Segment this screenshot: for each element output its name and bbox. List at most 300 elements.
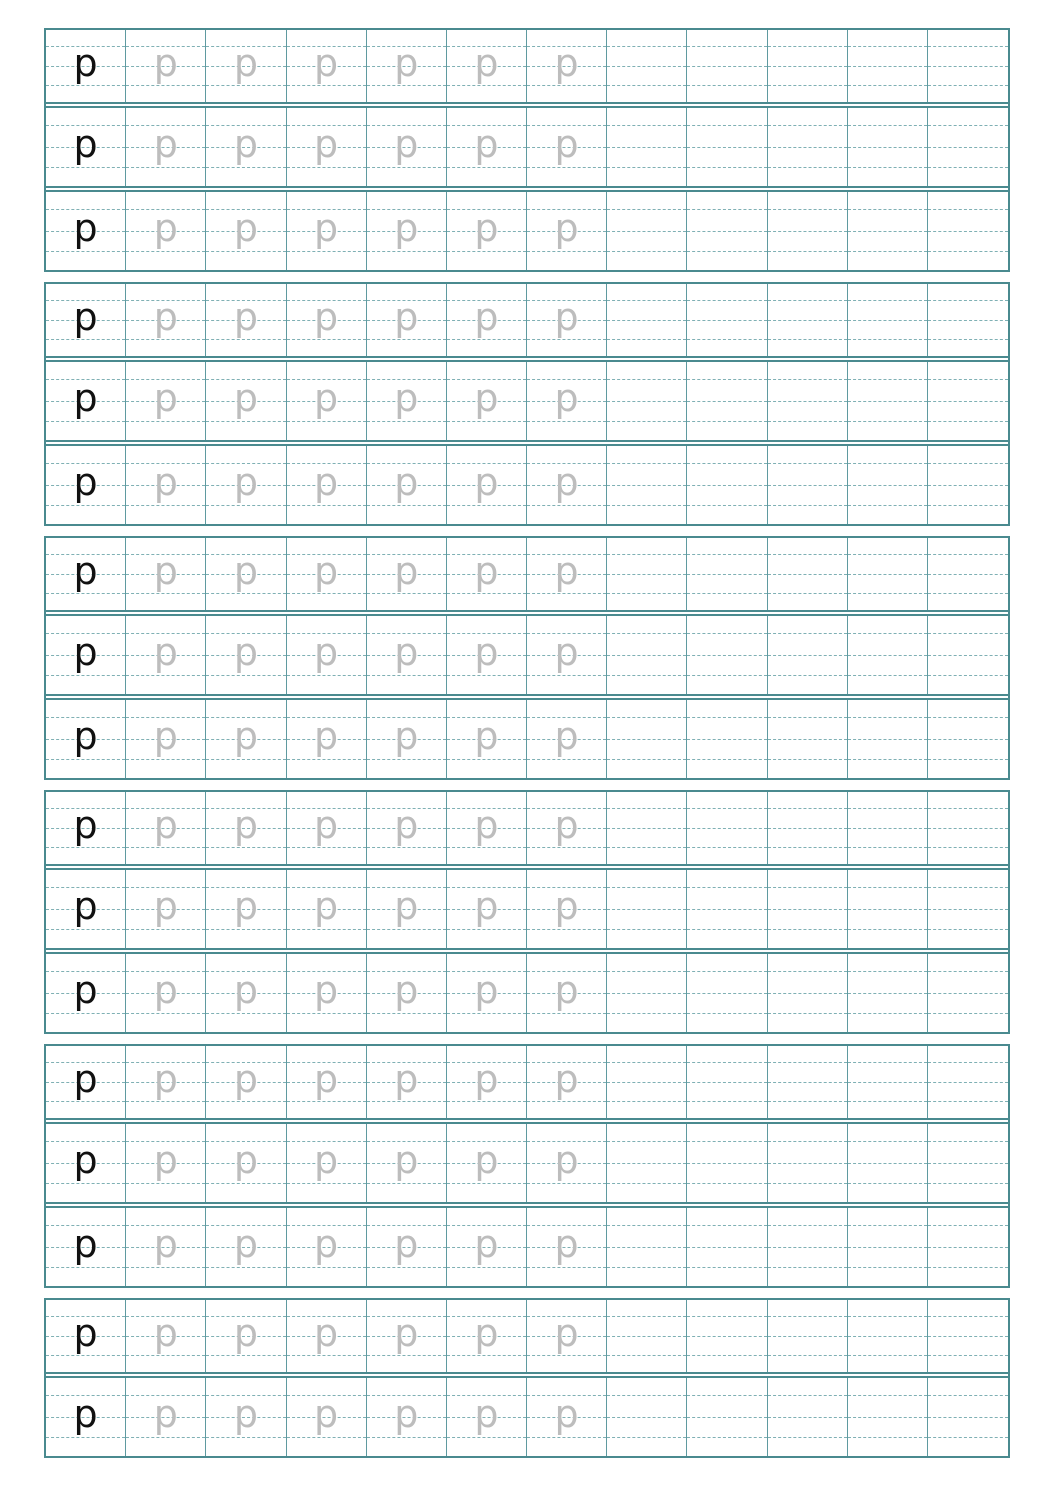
blank-cell[interactable]	[768, 1046, 848, 1118]
guide-line	[447, 1013, 526, 1014]
blank-cell[interactable]	[928, 954, 1008, 1032]
guide-line	[687, 66, 766, 67]
guide-line	[687, 574, 766, 575]
trace-cell	[206, 954, 286, 1032]
trace-cell	[367, 616, 447, 694]
trace-cell	[206, 538, 286, 610]
trace-letter: p	[474, 1392, 499, 1436]
blank-cell[interactable]	[768, 284, 848, 356]
guide-line	[607, 655, 686, 656]
handwriting-worksheet	[44, 28, 1010, 1468]
blank-cell[interactable]	[848, 1124, 928, 1202]
guide-line	[126, 1183, 205, 1184]
blank-cell[interactable]	[687, 284, 767, 356]
guide-line	[928, 1316, 1008, 1317]
blank-cell[interactable]	[768, 30, 848, 102]
blank-cell[interactable]	[607, 192, 687, 270]
trace-letter: p	[233, 1222, 258, 1266]
guide-line	[848, 909, 927, 910]
guide-line	[687, 167, 766, 168]
guide-line	[928, 300, 1008, 301]
trace-letter: p	[554, 549, 579, 593]
guide-line	[126, 1437, 205, 1438]
blank-cell[interactable]	[848, 1378, 928, 1456]
guide-line	[607, 147, 686, 148]
guide-line	[607, 554, 686, 555]
guide-line	[607, 1437, 686, 1438]
guide-line	[687, 675, 766, 676]
guide-line	[928, 1395, 1008, 1396]
trace-letter: p	[314, 206, 339, 250]
guide-line	[848, 147, 927, 148]
practice-row	[46, 538, 1008, 610]
guide-line	[287, 929, 366, 930]
guide-line	[46, 251, 125, 252]
blank-cell[interactable]	[848, 1208, 928, 1286]
blank-cell[interactable]	[848, 192, 928, 270]
guide-line	[607, 1267, 686, 1268]
trace-cell	[126, 870, 206, 948]
guide-line	[607, 717, 686, 718]
blank-cell[interactable]	[928, 700, 1008, 778]
blank-cell[interactable]	[607, 30, 687, 102]
trace-letter: p	[394, 1311, 419, 1355]
trace-letter: p	[554, 41, 579, 85]
model-letter: p	[73, 1392, 98, 1436]
guide-line	[607, 1336, 686, 1337]
blank-cell[interactable]	[848, 362, 928, 440]
blank-cell[interactable]	[848, 538, 928, 610]
model-letter: p	[73, 1057, 98, 1101]
guide-line	[447, 929, 526, 930]
trace-cell	[527, 954, 607, 1032]
blank-cell[interactable]	[928, 284, 1008, 356]
trace-cell	[287, 1208, 367, 1286]
blank-cell[interactable]	[607, 700, 687, 778]
blank-cell[interactable]	[687, 538, 767, 610]
blank-cell[interactable]	[687, 1378, 767, 1456]
blank-cell[interactable]	[607, 870, 687, 948]
guide-line	[687, 971, 766, 972]
guide-line	[607, 808, 686, 809]
trace-letter: p	[554, 884, 579, 928]
blank-cell[interactable]	[928, 108, 1008, 186]
guide-line	[768, 717, 847, 718]
guide-line	[46, 929, 125, 930]
blank-cell[interactable]	[687, 700, 767, 778]
trace-cell	[527, 108, 607, 186]
guide-line	[848, 167, 927, 168]
guide-line	[848, 463, 927, 464]
trace-letter: p	[233, 549, 258, 593]
blank-cell[interactable]	[607, 616, 687, 694]
trace-cell	[447, 700, 527, 778]
trace-letter: p	[554, 1057, 579, 1101]
guide-line	[768, 339, 847, 340]
trace-cell	[367, 1124, 447, 1202]
blank-cell[interactable]	[928, 446, 1008, 524]
blank-cell[interactable]	[928, 1124, 1008, 1202]
trace-letter: p	[554, 460, 579, 504]
guide-line	[206, 505, 285, 506]
guide-line	[607, 1141, 686, 1142]
trace-cell	[527, 284, 607, 356]
trace-cell	[206, 446, 286, 524]
model-cell	[46, 538, 126, 610]
trace-letter: p	[314, 714, 339, 758]
blank-cell[interactable]	[768, 538, 848, 610]
blank-cell[interactable]	[687, 1300, 767, 1372]
blank-cell[interactable]	[768, 362, 848, 440]
guide-line	[768, 231, 847, 232]
blank-cell[interactable]	[848, 1046, 928, 1118]
blank-cell[interactable]	[607, 1208, 687, 1286]
blank-cell[interactable]	[848, 700, 928, 778]
blank-cell[interactable]	[687, 446, 767, 524]
blank-cell[interactable]	[607, 792, 687, 864]
blank-cell[interactable]	[928, 1046, 1008, 1118]
trace-cell	[206, 616, 286, 694]
trace-letter: p	[394, 1057, 419, 1101]
trace-cell	[287, 1378, 367, 1456]
guide-line	[687, 1395, 766, 1396]
guide-line	[607, 251, 686, 252]
guide-line	[607, 1163, 686, 1164]
guide-line	[607, 675, 686, 676]
trace-letter: p	[394, 376, 419, 420]
blank-cell[interactable]	[607, 362, 687, 440]
trace-cell	[367, 870, 447, 948]
guide-line	[687, 463, 766, 464]
blank-cell[interactable]	[928, 1378, 1008, 1456]
blank-cell[interactable]	[607, 1300, 687, 1372]
trace-cell	[527, 362, 607, 440]
guide-line	[687, 1062, 766, 1063]
blank-cell[interactable]	[768, 446, 848, 524]
guide-line	[687, 655, 766, 656]
guide-line	[607, 167, 686, 168]
model-cell	[46, 1046, 126, 1118]
blank-cell[interactable]	[768, 616, 848, 694]
guide-line	[607, 828, 686, 829]
blank-cell[interactable]	[768, 1300, 848, 1372]
blank-cell[interactable]	[687, 30, 767, 102]
trace-cell	[367, 1300, 447, 1372]
blank-cell[interactable]	[607, 284, 687, 356]
guide-line	[287, 251, 366, 252]
blank-cell[interactable]	[848, 446, 928, 524]
guide-line	[928, 1247, 1008, 1248]
trace-letter: p	[314, 1138, 339, 1182]
trace-cell	[126, 108, 206, 186]
blank-cell[interactable]	[607, 446, 687, 524]
guide-line	[928, 339, 1008, 340]
guide-line	[768, 1355, 847, 1356]
blank-cell[interactable]	[848, 108, 928, 186]
trace-letter: p	[474, 549, 499, 593]
guide-line	[848, 1101, 927, 1102]
blank-cell[interactable]	[687, 616, 767, 694]
guide-line	[527, 1183, 606, 1184]
trace-letter: p	[153, 803, 178, 847]
guide-line	[768, 167, 847, 168]
guide-line	[768, 929, 847, 930]
guide-line	[928, 167, 1008, 168]
trace-cell	[447, 1378, 527, 1456]
guide-line	[768, 1247, 847, 1248]
blank-cell[interactable]	[928, 362, 1008, 440]
guide-line	[607, 1316, 686, 1317]
trace-cell	[367, 538, 447, 610]
guide-line	[848, 717, 927, 718]
trace-letter: p	[474, 803, 499, 847]
guide-line	[848, 1247, 927, 1248]
guide-line	[367, 1013, 446, 1014]
blank-cell[interactable]	[607, 1046, 687, 1118]
guide-line	[768, 808, 847, 809]
guide-line	[687, 1437, 766, 1438]
blank-cell[interactable]	[607, 1124, 687, 1202]
guide-line	[287, 505, 366, 506]
guide-line	[848, 554, 927, 555]
trace-cell	[287, 30, 367, 102]
trace-letter: p	[153, 549, 178, 593]
guide-line	[687, 808, 766, 809]
guide-line	[206, 1267, 285, 1268]
guide-line	[768, 1417, 847, 1418]
guide-line	[687, 847, 766, 848]
trace-cell	[527, 700, 607, 778]
blank-cell[interactable]	[607, 1378, 687, 1456]
trace-cell	[287, 192, 367, 270]
guide-line	[607, 593, 686, 594]
blank-cell[interactable]	[687, 192, 767, 270]
blank-cell[interactable]	[928, 616, 1008, 694]
guide-line	[607, 1101, 686, 1102]
guide-line	[848, 633, 927, 634]
trace-letter: p	[314, 1311, 339, 1355]
trace-cell	[447, 954, 527, 1032]
blank-cell[interactable]	[768, 1124, 848, 1202]
trace-letter: p	[314, 295, 339, 339]
guide-line	[687, 993, 766, 994]
trace-cell	[206, 362, 286, 440]
blank-cell[interactable]	[687, 1046, 767, 1118]
trace-cell	[206, 1300, 286, 1372]
guide-line	[928, 1183, 1008, 1184]
trace-cell	[126, 700, 206, 778]
guide-line	[687, 85, 766, 86]
guide-line	[46, 1013, 125, 1014]
blank-cell[interactable]	[687, 1208, 767, 1286]
blank-cell[interactable]	[848, 1300, 928, 1372]
blank-cell[interactable]	[768, 192, 848, 270]
trace-letter: p	[474, 295, 499, 339]
trace-letter: p	[554, 122, 579, 166]
guide-line	[768, 1183, 847, 1184]
guide-line	[607, 463, 686, 464]
guide-line	[607, 320, 686, 321]
model-cell	[46, 1378, 126, 1456]
blank-cell[interactable]	[607, 538, 687, 610]
model-letter: p	[73, 1311, 98, 1355]
trace-cell	[447, 30, 527, 102]
trace-cell	[126, 1124, 206, 1202]
trace-letter: p	[153, 460, 178, 504]
blank-cell[interactable]	[928, 792, 1008, 864]
model-letter: p	[73, 630, 98, 674]
guide-line	[768, 463, 847, 464]
guide-line	[607, 125, 686, 126]
trace-cell	[287, 870, 367, 948]
guide-line	[928, 1082, 1008, 1083]
blank-cell[interactable]	[607, 954, 687, 1032]
guide-line	[447, 251, 526, 252]
guide-line	[768, 828, 847, 829]
blank-cell[interactable]	[928, 870, 1008, 948]
guide-line	[848, 808, 927, 809]
blank-cell[interactable]	[848, 30, 928, 102]
blank-cell[interactable]	[687, 1124, 767, 1202]
guide-line	[928, 1225, 1008, 1226]
trace-letter: p	[314, 630, 339, 674]
guide-line	[607, 231, 686, 232]
trace-letter: p	[233, 1311, 258, 1355]
guide-line	[848, 593, 927, 594]
guide-line	[848, 739, 927, 740]
guide-line	[768, 1336, 847, 1337]
guide-line	[768, 847, 847, 848]
guide-line	[848, 847, 927, 848]
guide-line	[768, 1163, 847, 1164]
guide-line	[607, 1225, 686, 1226]
trace-letter: p	[394, 1222, 419, 1266]
guide-line	[447, 675, 526, 676]
guide-line	[848, 401, 927, 402]
guide-line	[928, 251, 1008, 252]
blank-cell[interactable]	[848, 284, 928, 356]
trace-letter: p	[474, 968, 499, 1012]
guide-line	[206, 1013, 285, 1014]
guide-line	[848, 675, 927, 676]
guide-line	[607, 401, 686, 402]
blank-cell[interactable]	[928, 1300, 1008, 1372]
trace-letter: p	[474, 714, 499, 758]
guide-line	[928, 505, 1008, 506]
trace-cell	[287, 1046, 367, 1118]
trace-cell	[126, 1300, 206, 1372]
guide-line	[768, 1316, 847, 1317]
guide-line	[126, 251, 205, 252]
trace-letter: p	[314, 1222, 339, 1266]
blank-cell[interactable]	[928, 192, 1008, 270]
trace-letter: p	[394, 884, 419, 928]
guide-line	[527, 1267, 606, 1268]
guide-line	[687, 1316, 766, 1317]
blank-cell[interactable]	[768, 1208, 848, 1286]
guide-line	[848, 421, 927, 422]
trace-letter: p	[314, 122, 339, 166]
trace-letter: p	[314, 376, 339, 420]
blank-cell[interactable]	[848, 954, 928, 1032]
blank-cell[interactable]	[687, 954, 767, 1032]
guide-line	[687, 251, 766, 252]
blank-cell[interactable]	[768, 870, 848, 948]
blank-cell[interactable]	[768, 1378, 848, 1456]
trace-letter: p	[314, 41, 339, 85]
trace-letter: p	[394, 714, 419, 758]
blank-cell[interactable]	[687, 870, 767, 948]
trace-cell	[206, 1378, 286, 1456]
guide-line	[928, 1336, 1008, 1337]
blank-cell[interactable]	[768, 700, 848, 778]
trace-letter: p	[233, 295, 258, 339]
trace-letter: p	[474, 41, 499, 85]
guide-line	[206, 251, 285, 252]
blank-cell[interactable]	[768, 954, 848, 1032]
trace-cell	[527, 870, 607, 948]
trace-cell	[206, 30, 286, 102]
trace-cell	[367, 192, 447, 270]
guide-line	[848, 320, 927, 321]
blank-cell[interactable]	[687, 792, 767, 864]
blank-cell[interactable]	[848, 792, 928, 864]
trace-cell	[367, 446, 447, 524]
guide-line	[768, 887, 847, 888]
guide-line	[928, 717, 1008, 718]
trace-letter: p	[554, 630, 579, 674]
guide-line	[527, 675, 606, 676]
blank-cell[interactable]	[848, 616, 928, 694]
model-letter: p	[73, 1222, 98, 1266]
trace-letter: p	[153, 295, 178, 339]
trace-cell	[126, 192, 206, 270]
blank-cell[interactable]	[687, 362, 767, 440]
trace-letter: p	[474, 1222, 499, 1266]
practice-row	[46, 440, 1008, 524]
blank-cell[interactable]	[687, 108, 767, 186]
model-cell	[46, 284, 126, 356]
trace-cell	[206, 1046, 286, 1118]
guide-line	[848, 66, 927, 67]
trace-cell	[206, 1124, 286, 1202]
blank-cell[interactable]	[607, 108, 687, 186]
guide-line	[527, 505, 606, 506]
blank-cell[interactable]	[848, 870, 928, 948]
trace-cell	[287, 284, 367, 356]
blank-cell[interactable]	[768, 792, 848, 864]
trace-letter: p	[153, 968, 178, 1012]
guide-line	[768, 1141, 847, 1142]
blank-cell[interactable]	[928, 538, 1008, 610]
row-group	[44, 28, 1010, 272]
guide-line	[687, 421, 766, 422]
blank-cell[interactable]	[928, 30, 1008, 102]
guide-line	[206, 759, 285, 760]
practice-row	[46, 284, 1008, 356]
blank-cell[interactable]	[768, 108, 848, 186]
guide-line	[768, 379, 847, 380]
blank-cell[interactable]	[928, 1208, 1008, 1286]
guide-line	[768, 421, 847, 422]
guide-line	[928, 1101, 1008, 1102]
guide-line	[206, 167, 285, 168]
trace-cell	[527, 192, 607, 270]
guide-line	[206, 675, 285, 676]
guide-line	[848, 1183, 927, 1184]
guide-line	[46, 421, 125, 422]
guide-line	[768, 655, 847, 656]
